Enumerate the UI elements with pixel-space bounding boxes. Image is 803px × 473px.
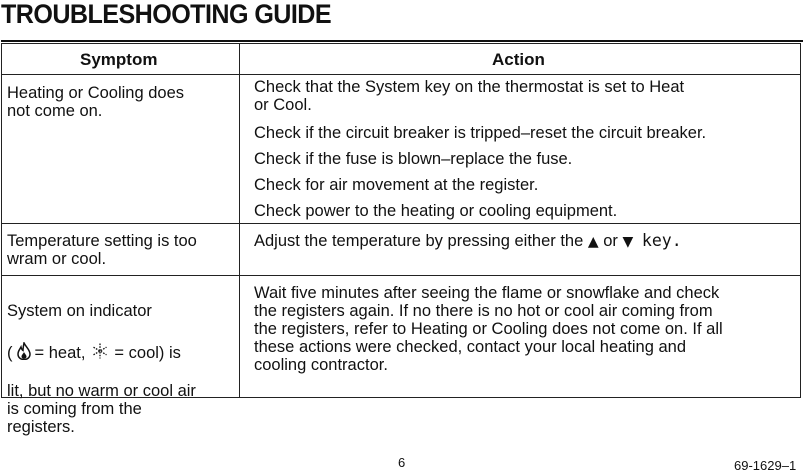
symptom-header: Symptom — [80, 50, 158, 69]
column-divider — [239, 44, 240, 397]
row-2-or-text: or — [603, 232, 618, 250]
row-2-symptom: Temperature setting is too wram or cool. — [7, 232, 197, 268]
indicator-legend — [7, 342, 196, 364]
row-2-action — [254, 232, 682, 251]
heat-legend-text: = heat, — [34, 344, 86, 362]
action-header: Action — [492, 50, 545, 69]
header-divider — [2, 74, 800, 75]
row-2-key-text: key. — [641, 231, 682, 250]
row-3-symptom — [7, 284, 196, 454]
row-3-symptom-line1: System on indicator — [7, 302, 152, 320]
row-1-action-5: Check power to the heating or cooling equipment. — [254, 202, 618, 220]
row-1-action-3: Check if the fuse is blown–replace the fuse. — [254, 150, 573, 168]
snowflake-icon — [92, 343, 108, 363]
down-arrow-icon: ▼ — [622, 234, 634, 250]
row-divider — [2, 223, 800, 224]
row-divider — [2, 275, 800, 276]
row-2-action-text: Adjust the temperature by pressing either the — [254, 232, 584, 250]
up-arrow-icon: ▲ — [587, 234, 599, 250]
cool-legend-text: = cool) is — [114, 344, 181, 362]
doc-number: 69-1629–1 — [734, 458, 797, 473]
row-1-action-2: Check if the circuit breaker is tripped–reset the circuit breaker. — [254, 124, 707, 142]
row-3-action: Wait five minutes after seeing the flame or snowflake and check the registers again. If no there is no hot or cool air coming from the registers, refer to Heating or Cooling does not come on. If all these actions were checked, contact your local heating and cooling contractor. — [254, 284, 723, 374]
flame-icon — [17, 342, 31, 364]
open-paren: ( — [7, 344, 13, 362]
title-rule — [1, 40, 803, 42]
row-1-action-1: Check that the System key on the thermostat is set to Heat or Cool. — [254, 78, 685, 114]
troubleshooting-table — [1, 43, 801, 436]
row-3-symptom-rest: lit, but no warm or cool air is coming from the registers. — [7, 382, 196, 436]
page-number: 6 — [398, 455, 406, 470]
row-1-symptom: Heating or Cooling does not come on. — [7, 84, 185, 120]
row-1-action-4: Check for air movement at the register. — [254, 176, 539, 194]
page-title: TROUBLESHOOTING GUIDE — [1, 0, 332, 29]
